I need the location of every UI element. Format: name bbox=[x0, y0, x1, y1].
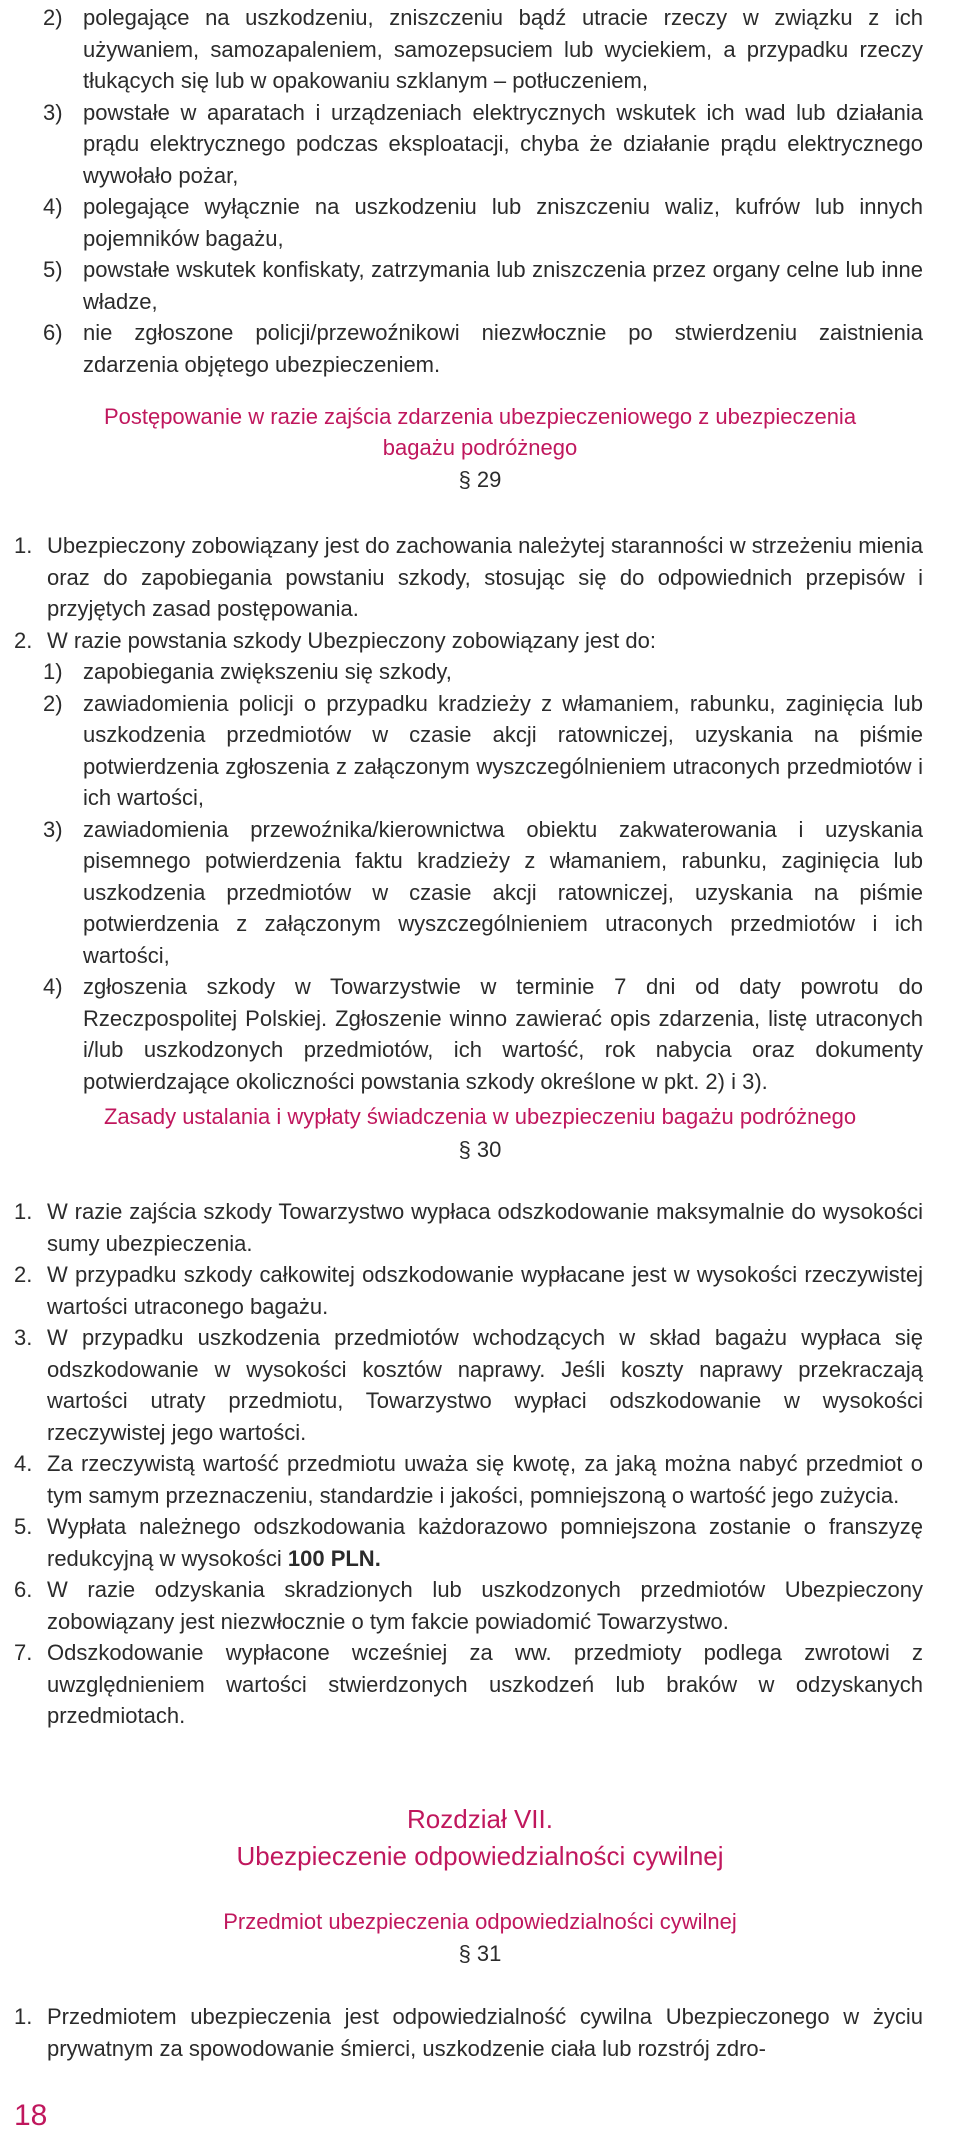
list-item-number: 1. bbox=[14, 2004, 33, 2029]
list-item bbox=[43, 971, 923, 1097]
list-item-number: 6. bbox=[14, 1577, 33, 1602]
list-item-number: 2) bbox=[43, 690, 63, 716]
obligations-list bbox=[14, 656, 923, 1097]
section-31-body bbox=[14, 2001, 923, 2064]
list-item bbox=[43, 97, 923, 192]
list-item-text bbox=[47, 1511, 923, 1574]
chapter-subtitle: Ubezpieczenie odpowiedzialności cywilnej bbox=[236, 1841, 724, 1871]
list-item-number: 1. bbox=[14, 1199, 33, 1224]
paragraph-number: 1. bbox=[14, 533, 33, 558]
list-item-number: 6) bbox=[43, 320, 63, 345]
list-item bbox=[14, 1637, 923, 1732]
list-item-text: Przedmiotem ubezpieczenia jest odpowiedzialność cywilna Ubezpieczonego w życiu prywatnym za spowodowanie śmierci, uszkodzenie ciała lub rozstrój zdro- bbox=[47, 2004, 923, 2061]
list-item-text: Za rzeczywistą wartość przedmiotu uważa się kwotę, za jaką można nabyć przedmiot o tym samym przeznaczeniu, standardzie i jakości, pomniejszoną o wartość jego zużycia. bbox=[47, 1451, 923, 1508]
list-item-text: powstałe w aparatach i urządzeniach elektrycznych wskutek ich wad lub działania prądu elektrycznego podczas eksploatacji, chyba że działanie prądu elektrycznego wywołało pożar, bbox=[83, 99, 923, 188]
list-item-number: 3. bbox=[14, 1325, 33, 1350]
list-item-text: Odszkodowanie wypłacone wcześniej za ww. przedmioty podlega zwrotowi z uwzględnieniem wartości stwierdzonych uszkodzeń lub braków w odzyskanych przedmiotach. bbox=[47, 1640, 923, 1728]
list-item-number: 1) bbox=[43, 659, 63, 684]
list-item bbox=[14, 2001, 923, 2064]
list-item-number: 3) bbox=[43, 99, 63, 125]
list-item bbox=[14, 1448, 923, 1511]
page-number: 18 bbox=[14, 2099, 48, 2132]
section-30-mark: § 30 bbox=[458, 1137, 502, 1162]
paragraph bbox=[14, 625, 923, 657]
paragraph-number: 2. bbox=[14, 627, 33, 653]
list-item bbox=[43, 2, 923, 97]
section-29-body bbox=[14, 530, 923, 1097]
list-item-number: 3) bbox=[43, 816, 63, 842]
list-item bbox=[43, 656, 923, 688]
list-item-text: zgłoszenia szkody w Towarzystwie w terminie 7 dni od daty powrotu do Rzeczpospolitej Polskiej. Zgłoszenie winno zawierać opis zdarzenia, listę utraconych i/lub uszkodzonych przedmiotów, ich wartość, rok nabycia oraz dokumenty potwierdzające okoliczności powstania szkody określone w pkt. 2) i 3). bbox=[83, 974, 923, 1094]
list-item bbox=[14, 1322, 923, 1448]
exclusions-list bbox=[43, 2, 923, 380]
list-item bbox=[43, 688, 923, 814]
list-item-number: 2. bbox=[14, 1262, 33, 1287]
paragraph-text: W razie powstania szkody Ubezpieczony zobowiązany jest do: bbox=[47, 627, 656, 653]
list-item-number: 4. bbox=[14, 1451, 33, 1476]
section-29-mark: § 29 bbox=[458, 467, 502, 492]
list-item-number: 4) bbox=[43, 194, 63, 219]
paragraph bbox=[14, 530, 923, 625]
list-item bbox=[43, 317, 923, 380]
list-item bbox=[14, 1259, 923, 1322]
list-item-text: polegające wyłącznie na uszkodzeniu lub zniszczeniu waliz, kufrów lub innych pojemników bagażu, bbox=[83, 194, 923, 251]
section-31-mark: § 31 bbox=[458, 1941, 502, 1966]
list-item-text: zawiadomienia policji o przypadku kradzieży z włamaniem, rabunku, zaginięcia lub uszkodzenia przedmiotów w czasie akcji ratowniczej, uzyskania na piśmie potwierdzenia zgłoszenia z załączonym wyszczególnieniem utraconych przedmiotów i ich wartości, bbox=[83, 690, 923, 810]
list-item bbox=[43, 814, 923, 972]
section-30-title: Zasady ustalania i wypłaty świadczenia w ubezpieczeniu bagażu podróżnego bbox=[103, 1104, 857, 1129]
list-item-number: 7. bbox=[14, 1640, 33, 1665]
list-item bbox=[14, 1511, 923, 1574]
section-29-title-line1: Postępowanie w razie zajścia zdarzenia ubezpieczeniowego z ubezpieczenia bbox=[103, 404, 857, 429]
chapter-title: Rozdział VII. bbox=[407, 1804, 553, 1834]
list-item-number: 5. bbox=[14, 1514, 33, 1539]
list-item-text: zapobiegania zwiększeniu się szkody, bbox=[83, 659, 452, 684]
section-29-title-line2: bagażu podróżnego bbox=[382, 435, 578, 460]
list-item-text: nie zgłoszone policji/przewoźnikowi niezwłocznie po stwierdzeniu zaistnienia zdarzenia objętego ubezpieczeniem. bbox=[83, 320, 923, 377]
list-item-text: W razie odzyskania skradzionych lub uszkodzonych przedmiotów Ubezpieczony zobowiązany jest niezwłocznie o tym fakcie powiadomić Towarzystwo. bbox=[47, 1577, 923, 1634]
list-item-number: 4) bbox=[43, 974, 63, 999]
list-item-text: polegające na uszkodzeniu, zniszczeniu bądź utracie rzeczy w związku z ich używaniem, samozapaleniem, samozepsuciem lub wyciekiem, a przypadku rzeczy tłukących się lub w opakowaniu szklanym – potłuczeniem, bbox=[83, 5, 923, 93]
section-31-title: Przedmiot ubezpieczenia odpowiedzialności cywilnej bbox=[223, 1909, 737, 1934]
paragraph-text: Ubezpieczony zobowiązany jest do zachowania należytej staranności w strzeżeniu mienia oraz do zapobiegania powstaniu szkody, stosując się do odpowiednich przepisów i przyjętych zasad postępowania. bbox=[47, 533, 923, 621]
list-item-text: W razie zajścia szkody Towarzystwo wypłaca odszkodowanie maksymalnie do wysokości sumy ubezpieczenia. bbox=[47, 1199, 923, 1256]
list-item bbox=[43, 191, 923, 254]
list-item-text: zawiadomienia przewoźnika/kierownictwa obiektu zakwaterowania i uzyskania pisemnego potwierdzenia faktu kradzieży z włamaniem, rabunku, zaginięcia lub uszkodzenia przedmiotów w czasie akcji ratowniczej, uzyskania na piśmie potwierdzenia z załączonym wyszczególnieniem utraconych przedmiotów i ich wartości, bbox=[83, 816, 923, 968]
list-item bbox=[43, 254, 923, 317]
list-item-text: W przypadku szkody całkowitej odszkodowanie wypłacane jest w wysokości rzeczywistej wartości utraconego bagażu. bbox=[47, 1262, 923, 1319]
list-item-number: 5) bbox=[43, 257, 63, 282]
list-item bbox=[14, 1196, 923, 1259]
list-item-text: W przypadku uszkodzenia przedmiotów wchodzących w skład bagażu wypłaca się odszkodowanie w wysokości kosztów naprawy. Jeśli koszty naprawy przekraczają wartości utraty przedmiotu, Towarzystwo wypłaci odszkodowanie w wysokości rzeczywistej jego wartości. bbox=[47, 1325, 923, 1445]
list-item bbox=[14, 1574, 923, 1637]
list-item-text: powstałe wskutek konfiskaty, zatrzymania lub zniszczenia przez organy celne lub inne władze, bbox=[83, 257, 923, 314]
franchise-amount: 100 PLN. bbox=[287, 1545, 381, 1571]
franchise-text: Wypłata należnego odszkodowania każdorazowo pomniejszona zostanie o franszyzę redukcyjną w wysokości bbox=[47, 1514, 923, 1571]
list-item-number: 2) bbox=[43, 5, 63, 30]
section-30-body bbox=[14, 1196, 923, 1732]
